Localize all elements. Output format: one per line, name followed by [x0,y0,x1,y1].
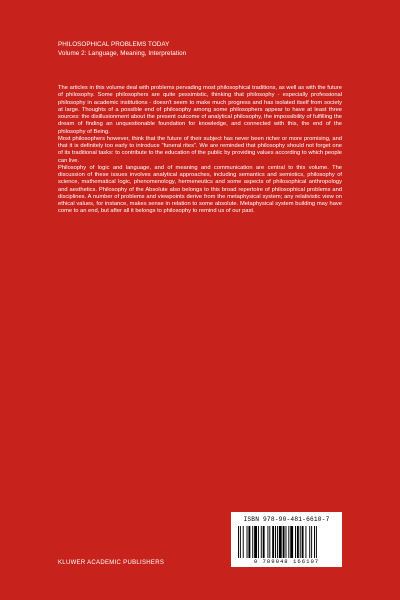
series-title: PHILOSOPHICAL PROBLEMS TODAY [58,41,170,48]
blurb-paragraph: Most philosophers however, think that the future of their subject has never been richer or more promising, and that it is definitely too early to introduce “funeral rites”. We are reminded that philosophy should not forget one of its traditional tasks: to contribute to the education of the public by providing values according to which people can live. [58,135,342,164]
barcode-box [231,512,342,567]
blurb-text [58,85,342,216]
volume-subtitle: Volume 2: Language, Meaning, Interpretation [58,49,187,57]
isbn-label: ISBN 978-90-481-6610-7 [243,516,330,523]
blurb-paragraph: Philosophy of logic and language, and of meaning and communication are central to this volume. The discussion of these issues involves analytical approaches, including semantics and semiotics, philosophy of science, mathematical logic, phenomenology, hermeneutics and some aspects of philosophical anthropology and aesthetics. Philosophy of the Absolute also belongs to this broad repertoire of philosophical problems and disciplines. A number of problems and viewpoints derive from the metaphysical system; any relativistic view on ethical values, for instance, makes sense in relation to some absolute. Metaphysical system building may have come to an end, but after all it belongs to philosophy to remind us of our past. [58,164,342,215]
series-code: PHIP 2 [320,560,339,566]
blurb-paragraph: The articles in this volume deal with problems pervading most philosophical traditions, as well as with the future of philosophy. Some philosophers are quite pessimistic, thinking that philosophy - especially professional philosophy in academic institutions - doesn't seem to make much progress and has isolated itself from society at large. Thoughts of a possible end of philosophy among some philosophers appear to have at least three sources: the disillusionment about the present outcome of analytical philosophy, the impossibility of fulfilling the dream of finding an unquestionable foundation for knowledge, and connected with this, the end of the philosophy of Being. [58,85,342,135]
ean-digits: 9 789048 166107 [253,558,320,565]
barcode-image [238,526,335,558]
publisher-name: KLUWER ACADEMIC PUBLISHERS [58,560,165,566]
series-header [58,41,186,58]
